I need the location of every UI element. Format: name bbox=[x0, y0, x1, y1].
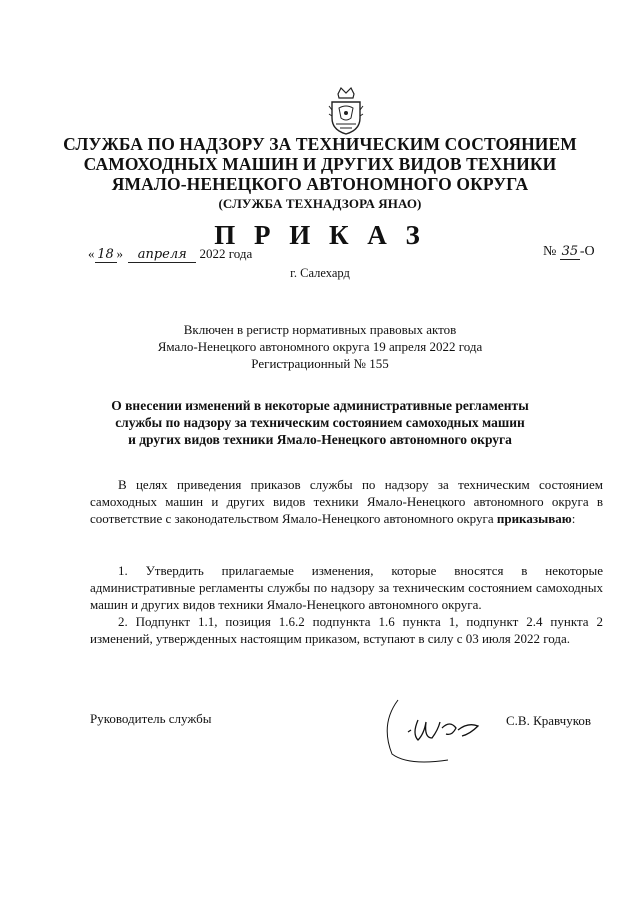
subject-line-3: и других видов техники Ямало-Ненецкого автономного округа bbox=[128, 432, 512, 447]
order-word: приказываю bbox=[496, 511, 572, 526]
signatory-position: Руководитель службы bbox=[90, 711, 212, 726]
coat-of-arms-icon bbox=[326, 84, 366, 136]
number-prefix: № bbox=[543, 244, 557, 259]
signatory-name: С.В. Кравчуков bbox=[506, 713, 592, 728]
registration-line-2: Ямало-Ненецкого автономного округа 19 апреля 2022 года bbox=[157, 339, 483, 354]
date-year: 2022 года bbox=[199, 246, 253, 261]
agency-short-name: (СЛУЖБА ТЕХНАДЗОРА ЯНАО) bbox=[218, 196, 422, 211]
preamble-paragraph bbox=[90, 476, 603, 527]
order-colon: : bbox=[571, 511, 576, 526]
order-item-2: 2. Подпункт 1.1, позиция 1.6.2 подпункта 1.6 пункта 1, подпункт 2.4 пункта 2 изменений, утвержденных настоящим приказом, вступают в силу с 03 июля 2022 года. bbox=[90, 614, 603, 646]
number-suffix: -О bbox=[579, 244, 595, 259]
preamble-text: В целях приведения приказов службы по надзору за техническим состоянием самоходных машин и других видов техники Ямало-Ненецкого автономного округа в соответствие с законодательством Ямало-Ненецкого автономного округа bbox=[90, 477, 603, 526]
agency-name-line-2: САМОХОДНЫХ МАШИН И ДРУГИХ ВИДОВ ТЕХНИКИ bbox=[83, 154, 557, 174]
registration-line-1: Включен в регистр нормативных правовых актов bbox=[183, 322, 457, 337]
date-day: 18 bbox=[95, 247, 117, 263]
date-open-quote: « bbox=[88, 246, 95, 261]
registration-block bbox=[0, 321, 640, 372]
agency-name-line-1: СЛУЖБА ПО НАДЗОРУ ЗА ТЕХНИЧЕСКИМ СОСТОЯНИЕМ bbox=[63, 134, 577, 154]
registration-line-3: Регистрационный № 155 bbox=[251, 356, 389, 371]
order-number bbox=[543, 244, 595, 260]
order-date bbox=[88, 246, 252, 263]
handwritten-signature-icon bbox=[378, 694, 498, 766]
date-close-quote: » bbox=[116, 246, 123, 261]
number-value: 35 bbox=[561, 244, 579, 259]
agency-name-line-3: ЯМАЛО-НЕНЕЦКОГО АВТОНОМНОГО ОКРУГА bbox=[111, 174, 529, 194]
subject-line-2: службы по надзору за техническим состоянием самоходных машин bbox=[115, 415, 525, 430]
subject-line-1: О внесении изменений в некоторые административные регламенты bbox=[111, 398, 529, 413]
order-item-1: 1. Утвердить прилагаемые изменения, которые вносятся в некоторые административные регламенты службы по надзору за техническим состоянием самоходных машин и других видов техники Ямало-Ненецкого автономного округа. bbox=[90, 563, 603, 612]
subject-block bbox=[0, 397, 640, 448]
date-month: апреля bbox=[128, 247, 196, 263]
city: г. Салехард bbox=[290, 266, 350, 280]
document-title: П Р И К А З bbox=[214, 220, 426, 250]
